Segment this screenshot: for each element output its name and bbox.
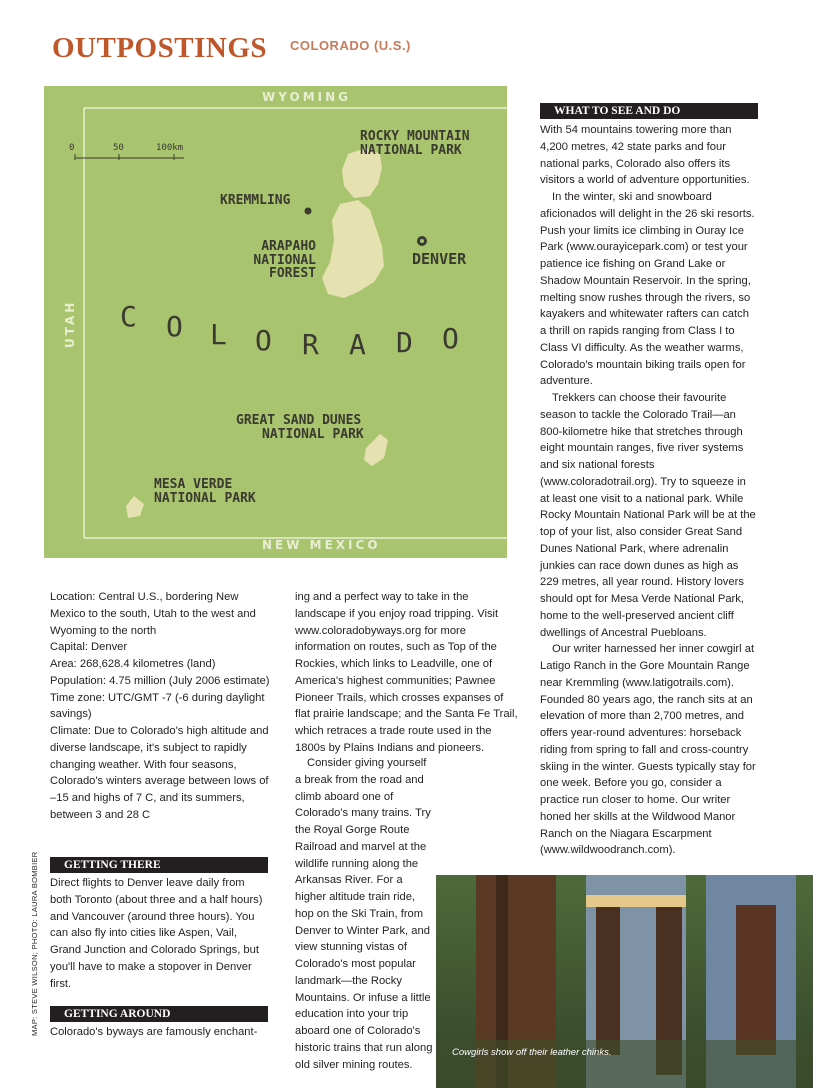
rocky-mountain-label-line2: NATIONAL PARK (360, 142, 462, 158)
great-sand-dunes-label-line2: NATIONAL PARK (262, 426, 364, 442)
state-letter-4: O (255, 324, 272, 357)
page-title: OUTPOSTINGS (52, 32, 267, 64)
denver-label: DENVER (412, 250, 467, 268)
getting-around-continued: ing and a perfect way to take in the landscape if you enjoy road tripping. Visit www.coloradobyways.org for more information on routes, such as Top of the Rockies, which links to Leadville, one of America's highest communities; Pawnee Pioneer Trails, which crosses expanses of flat prairie landscape; and the Santa Fe Trail, which retraces a trade route used in the 1800s by Plains Indians and pioneers. (295, 591, 518, 754)
state-letter-1: C (120, 300, 137, 333)
scale-label-0: 0 (69, 143, 75, 153)
fact-area: Area: 268,628.4 kilometres (land) (50, 658, 216, 670)
arapaho-label-line1: ARAPAHO (261, 239, 316, 254)
getting-around-paragraph-2: Consider giving yourself a break from the road and climb aboard one of Colorado's many trains. Try the Royal Gorge Route Railroad and marvel at the wildlife running along the Arkansas River. For a higher altitude train ride, hop on the Ski Train, from Denver to Winter Park, and view stunning vistas of Colorado's most popular landmark—the Rocky Mountains. Or infuse a little education into your trip aboard one of Colorado's historic trains that run along old silver mining routes. (295, 757, 433, 1071)
mesa-verde-shape (126, 496, 144, 518)
rocky-mountain-label-line1: ROCKY MOUNTAIN (360, 129, 470, 144)
see-and-do-heading: WHAT TO SEE AND DO (540, 103, 758, 119)
getting-around-heading: GETTING AROUND (50, 1006, 268, 1022)
state-letter-5: R (302, 328, 319, 361)
mesa-verde-label-line2: NATIONAL PARK (154, 490, 256, 506)
getting-around-section (50, 1006, 268, 1041)
fact-capital: Capital: Denver (50, 641, 128, 654)
arapaho-forest-shape (322, 200, 384, 298)
photo-belt (586, 895, 686, 907)
arapaho-label (250, 240, 316, 281)
scale-label-50: 50 (113, 143, 124, 153)
page-subtitle: COLORADO (U.S.) (290, 38, 411, 53)
see-and-do-paragraph-1: With 54 mountains towering more than 4,200 metres, 42 state parks and four national parks, Colorado also offers its visitors a world of adventure opportunities. (540, 124, 750, 187)
arapaho-label-line2: NATIONAL (253, 252, 316, 268)
arapaho-label-line3: FOREST (269, 266, 316, 282)
see-and-do-paragraph-2: In the winter, ski and snowboard aficionados will delight in the 26 ski resorts. Push your limits ice climbing in Ouray Ice Park (www.ourayicepark.com) or test your patience ice fishing on Grand Lake or Shadow Mountain Reservoir. In the spring, melting snow rushes through the rivers, so kayakers and whitewater rafters can catch a thrill on rapids ranging from Class I to Class VI difficulty. As the weather warms, Colorado's mountain biking trails open for adventure. (540, 191, 755, 388)
denver-dot-center (420, 239, 424, 243)
photo-chaps-middle (596, 895, 620, 1055)
photo-credit-text: MAP: STEVE WILSON; PHOTO: LAURA BOMBIER (30, 851, 39, 1036)
state-letter-2: O (166, 310, 183, 343)
kremmling-dot (305, 208, 312, 215)
photo-chaps-right (736, 905, 776, 1055)
photo-caption: Cowgirls show off their leather chinks. (452, 1047, 612, 1058)
fact-climate: Climate: Due to Colorado's high altitude and diverse landscape, it's subject to rapidly changing weather. With four seasons, Colorado's winters average between lows of –15 and highs of 7 C, and its summers, between 3 and 28 C (50, 725, 269, 821)
see-and-do-paragraph-3: Trekkers can choose their favourite season to tackle the Colorado Trail—an 800-kilometre hike that stretches through eight mountain ranges, five river systems and six national forests (www.coloradotrail.org). Try to squeeze in at least one visit to a national park. While Rocky Mountain National Park will be at the top of your list, also consider Great Sand Dunes National Park, where adrenalin junkies can race down dunes as high as 229 metres, all year round. History lovers should opt for Mesa Verde National Park, home to the well-preserved ancient cliff dwellings of Ancestral Puebloans. (540, 392, 756, 639)
mesa-verde-label-line1: MESA VERDE (154, 477, 233, 492)
getting-there-body: Direct flights to Denver leave daily from both Toronto (about three and a half hours) and Vancouver (around three hours). You can also fly into cities like Aspen, Vail, Grand Junction and Colorado Springs, but you'll have to make a stopover in Denver first. (50, 877, 263, 990)
great-sand-dunes-label-line1: GREAT SAND DUNES (236, 413, 362, 428)
facts-block (50, 589, 272, 824)
getting-around-start: Colorado's byways are famously enchant- (50, 1026, 258, 1038)
great-sand-dunes-label (236, 414, 364, 441)
fact-population: Population: 4.75 million (July 2006 estimate) (50, 674, 270, 687)
getting-there-section (50, 857, 268, 992)
state-letter-8: O (442, 322, 459, 355)
wyoming-label: WYOMING (262, 90, 351, 104)
great-sand-dunes-shape (364, 434, 388, 466)
new-mexico-label: NEW MEXICO (262, 538, 381, 552)
kremmling-label: KREMMLING (220, 193, 291, 208)
state-letter-7: D (396, 326, 413, 359)
fact-location: Location: Central U.S., bordering New Mexico to the south, Utah to the west and Wyoming to the north (50, 591, 256, 637)
mesa-verde-label (154, 478, 256, 505)
fact-timezone: Time zone: UTC/GMT -7 (-6 during daylight savings) (50, 691, 265, 721)
see-and-do-paragraph-4: Our writer harnessed her inner cowgirl at Latigo Ranch in the Gore Mountain Range near Kremmling (www.latigotrails.com). Founded 80 years ago, the ranch sits at an elevation of more than 2,700 metres, and offers year-round adventures: horseback riding from spring to fall and cross-country skiing in the winter. Guests typically stay for one week. Before you go, consider a practice run closer to home. Our writer honed her skills at the Wildwood Manor Ranch on the Niagara Escarpment (www.wildwoodranch.com). (540, 643, 756, 857)
photo-credit (28, 850, 42, 1040)
middle-column-top (295, 589, 519, 757)
state-letter-3: L (210, 318, 227, 351)
middle-column-trains (295, 755, 433, 1073)
utah-label: UTAH (63, 299, 77, 348)
see-and-do-body (540, 122, 758, 859)
see-and-do-section (540, 103, 758, 859)
colorado-map (44, 86, 507, 558)
getting-there-heading: GETTING THERE (50, 857, 268, 873)
state-letter-6: A (349, 328, 366, 361)
rocky-mountain-label (360, 130, 470, 157)
scale-label-100: 100km (156, 143, 184, 153)
